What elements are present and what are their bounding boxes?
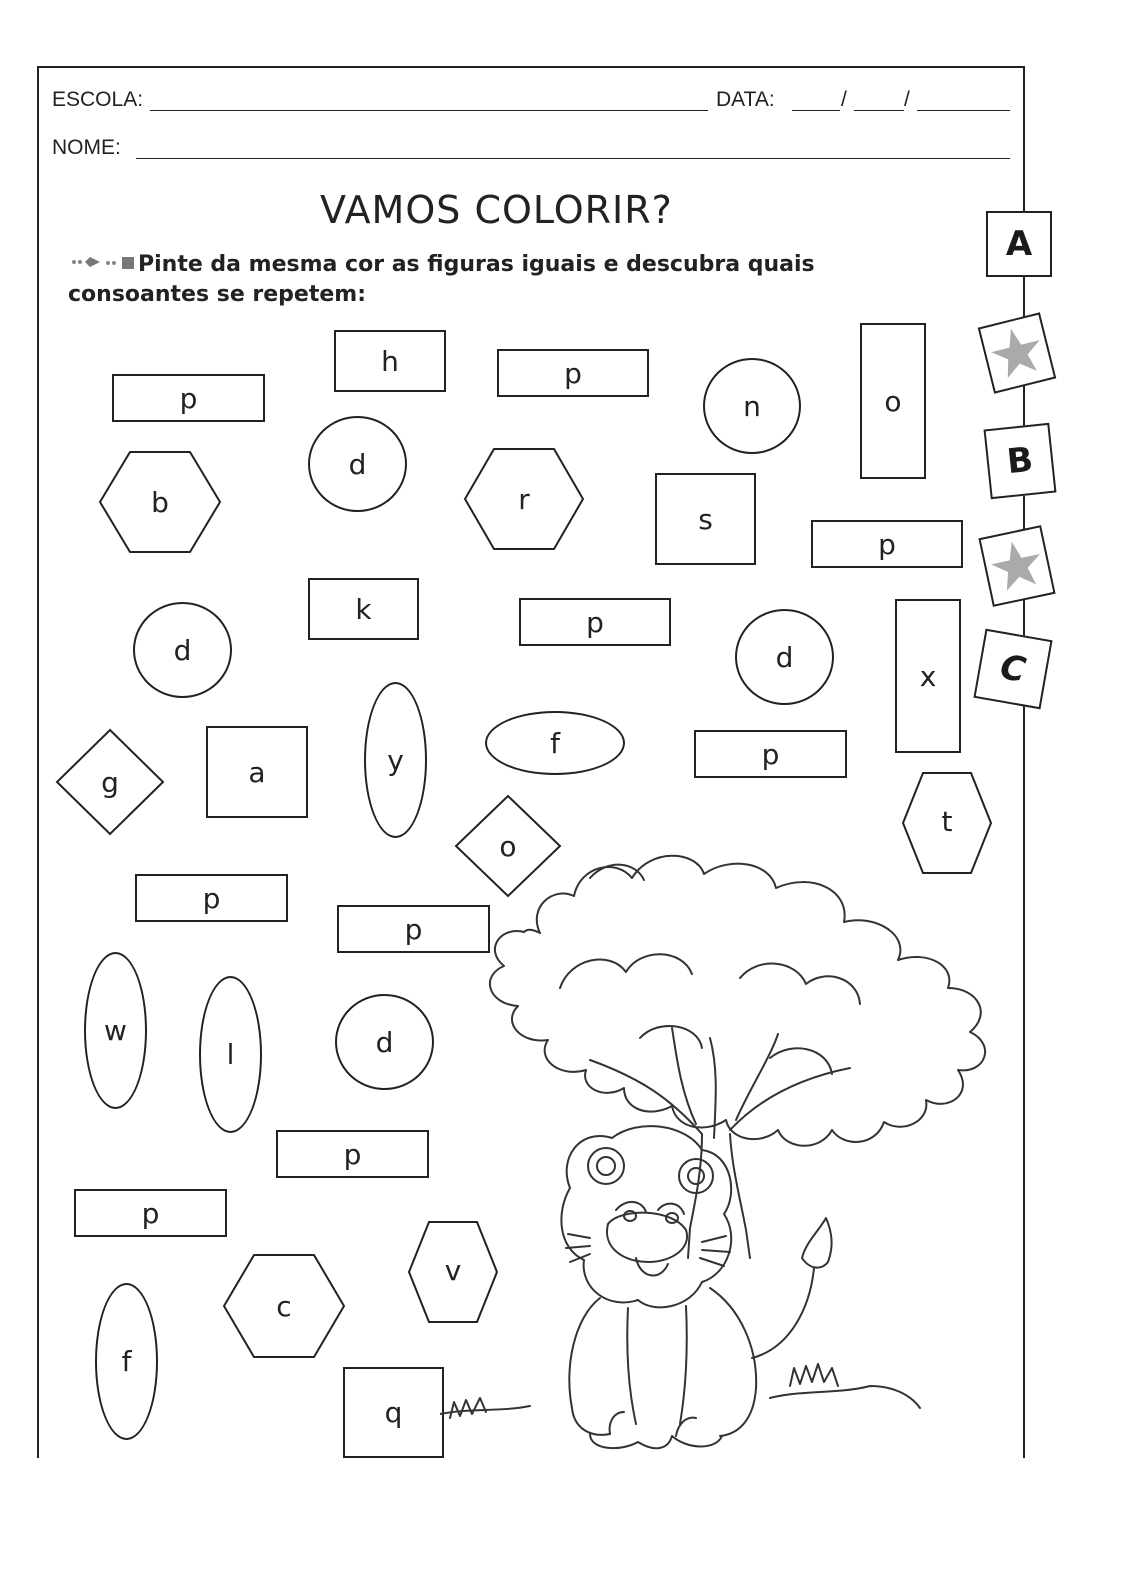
instruction-line-1: Pinte da mesma cor as figuras iguais e descubra quais — [138, 252, 815, 277]
rect-shape[interactable]: a — [206, 726, 308, 818]
rect-shape[interactable]: x — [895, 599, 961, 753]
rect-shape[interactable]: k — [308, 578, 419, 640]
rect-shape[interactable]: q — [343, 1367, 444, 1458]
rect-shape[interactable]: p — [337, 905, 490, 953]
rect-shape[interactable]: p — [135, 874, 288, 922]
svg-text:c: c — [276, 1290, 292, 1323]
svg-text:t: t — [941, 805, 953, 838]
sidebar-letter-b: B — [984, 423, 1057, 500]
rect-shape[interactable]: s — [655, 473, 756, 565]
circle-shape[interactable]: d — [133, 602, 232, 698]
star-icon — [970, 520, 1064, 612]
rect-shape[interactable]: p — [74, 1189, 227, 1237]
svg-text:b: b — [151, 486, 169, 519]
rect-shape[interactable]: p — [811, 520, 963, 568]
tree-lion-illustration — [440, 838, 1005, 1456]
rect-shape[interactable]: h — [334, 330, 446, 392]
rect-shape[interactable]: p — [694, 730, 847, 778]
ellipse-shape[interactable]: l — [199, 976, 262, 1133]
date-year-line[interactable] — [917, 110, 1010, 111]
school-label: ESCOLA: — [52, 88, 144, 111]
hexagon-shape[interactable] — [463, 447, 585, 551]
circle-shape[interactable]: n — [703, 358, 801, 454]
sidebar-letter-c: C — [973, 629, 1052, 710]
hexagon-shape[interactable] — [222, 1253, 346, 1359]
ellipse-shape[interactable]: y — [364, 682, 427, 838]
bullet-icon — [68, 248, 138, 260]
page-title: VAMOS COLORIR? — [320, 188, 673, 232]
rect-shape[interactable]: o — [860, 323, 926, 479]
name-label: NOME: — [52, 136, 121, 159]
instruction-line-2: consoantes se repetem: — [68, 282, 366, 307]
circle-shape[interactable]: d — [335, 994, 434, 1090]
svg-text:r: r — [518, 483, 530, 516]
ellipse-shape[interactable]: f — [95, 1283, 158, 1440]
instruction — [68, 250, 815, 310]
svg-text:g: g — [101, 766, 119, 799]
ellipse-shape[interactable]: f — [485, 711, 625, 775]
name-input-line[interactable] — [136, 158, 1010, 159]
circle-shape[interactable]: d — [735, 609, 834, 705]
date-month-line[interactable] — [854, 110, 904, 111]
svg-text:o: o — [499, 830, 517, 863]
date-separator: / — [841, 88, 847, 111]
rect-shape[interactable]: p — [276, 1130, 429, 1178]
rect-shape[interactable]: p — [112, 374, 265, 422]
school-input-line[interactable] — [150, 110, 708, 111]
svg-text:v: v — [444, 1254, 462, 1287]
date-label: DATA: — [716, 88, 775, 111]
star-icon — [970, 308, 1064, 398]
diamond-shape[interactable] — [55, 728, 165, 836]
rect-shape[interactable]: p — [519, 598, 671, 646]
circle-shape[interactable]: d — [308, 416, 407, 512]
date-day-line[interactable] — [792, 110, 840, 111]
sidebar-letter-a: A — [986, 211, 1052, 277]
hexagon-shape[interactable] — [98, 450, 222, 554]
date-separator: / — [904, 88, 910, 111]
ellipse-shape[interactable]: w — [84, 952, 147, 1109]
rect-shape[interactable]: p — [497, 349, 649, 397]
